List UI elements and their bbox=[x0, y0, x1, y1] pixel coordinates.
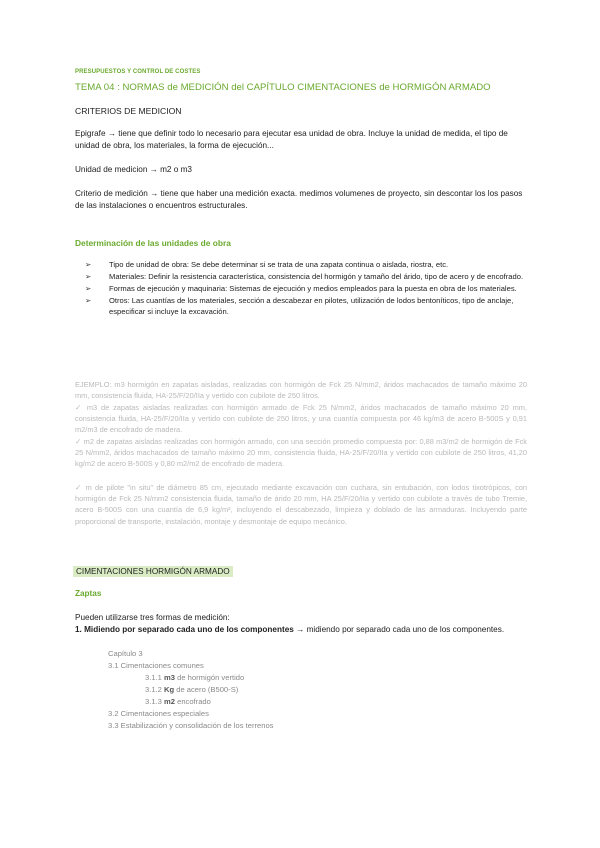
example-paragraph: ✓ m2 de zapatas aisladas realizadas con hormigón armado, con una sección promedio compuesta por: 0,88 m3/m2 de hormigón de Fck 25 N/mm2, áridos machacados de tamaño máximo 20 mm, consistencia fluida, HA-25/F/20/IIa y vertido con cubilote de 250 litros, 41,20 kg/m2 de acero B-500S y 0,80 m2/m2 de encofrado de madera. bbox=[75, 437, 527, 469]
toc-item: 3.1.1 m3 de hormigón vertido bbox=[145, 673, 245, 682]
toc-item: 3.1.2 Kg de acero (B500-S) bbox=[145, 685, 239, 694]
toc-item: 3.3 Estabilización y consolidación de los terrenos bbox=[108, 721, 274, 730]
cimentaciones-heading: CIMENTACIONES HORMIGÓN ARMADO bbox=[73, 566, 233, 577]
determinacion-list bbox=[85, 259, 525, 318]
criterios-heading: CRITERIOS DE MEDICION bbox=[75, 106, 182, 116]
arrow-bullet-icon: ➢ bbox=[85, 260, 92, 269]
epigrafe-paragraph: Epigrafe → tiene que definir todo lo necesario para ejecutar esa unidad de obra. Incluye la unidad de medida, el tipo de unidad de obra, los materiales, la forma de ejecución... bbox=[75, 129, 508, 150]
toc-item: 3.2 Cimentaciones especiales bbox=[108, 709, 209, 718]
toc-item: 3.1 Cimentaciones comunes bbox=[108, 661, 204, 670]
determinacion-heading: Determinación de las unidades de obra bbox=[75, 238, 231, 248]
page-title: TEMA 04 : NORMAS de MEDICIÓN del CAPÍTULO CIMENTACIONES de HORMIGÓN ARMADO bbox=[75, 82, 491, 93]
toc-chapter: Capítulo 3 bbox=[108, 649, 143, 658]
unidad-paragraph: Unidad de medicion → m2 o m3 bbox=[75, 165, 192, 174]
course-kicker: PRESUPUESTOS Y CONTROL DE COSTES bbox=[75, 69, 201, 75]
list-item: ➢ Tipo de unidad de obra: Se debe determinar si se trata de una zapata continua o aislada, riostra, etc. bbox=[85, 260, 449, 269]
example-paragraph: ✓ m de pilote "in situ" de diámetro 85 cm, ejecutado mediante excavación con cuchara, sin entubación, con lodos tixotrópicos, con hormigón de Fck 25 N/mm2 consistencia fluida, tamaño de árido 20 mm, HA 25/F/20/IIa y vertido con cubilote a través de tubo Tremie, acero B-500S con una cuantía de 6,9 kg/m², incluyendo el descabezado, limpieza y doblado de las armaduras. Incluyendo parte proporcional de transporte, instalación, montaje y desmontaje de equipo mecánico. bbox=[75, 483, 527, 526]
toc-item: 3.1.3 m2 encofrado bbox=[145, 697, 211, 706]
method-line: 1. Midiendo por separado cada uno de los componentes → midiendo por separado cada uno de los componentes. bbox=[75, 625, 505, 634]
arrow-bullet-icon: ➢ bbox=[85, 296, 92, 305]
example-paragraph: EJEMPLO: m3 hormigón en zapatas aisladas, realizadas con hormigón de Fck 25 N/mm2, áridos machacados de tamaño máximo 20 mm, consistencia fluida, HA-25/F/20/IIa y vertido con cubilote de 250 litros. bbox=[75, 380, 527, 401]
arrow-bullet-icon: ➢ bbox=[85, 272, 92, 281]
criterio-paragraph: Criterio de medición → tiene que haber una medición exacta. medimos volumenes de proyecto, sin descontar los los pasos de las instalaciones o encuentros estructurales. bbox=[75, 189, 523, 210]
zapatas-subheading: Zaptas bbox=[75, 589, 102, 598]
list-item: ➢ Otros: Las cuantías de los materiales, sección a descabezar en pilotes, utilización de lodos bentoníticos, tipo de anclaje, especificar si incluye la excavación. bbox=[85, 296, 514, 316]
list-item: ➢ Materiales: Definir la resistencia característica, consistencia del hormigón y tamaño del árido, tipo de acero y de encofrado. bbox=[85, 272, 524, 281]
example-paragraph: ✓ m3 de zapatas aisladas realizadas con hormigón armado de Fck 25 N/mm2, áridos machacados de tamaño máximo 20 mm, consistencia fluida, HA-25/F/20/IIa y vertido con cubilote de 250 litros, y una cuantía compuesta por 46 kg/m3 de acero B-500S y 0,91 m2/m3 de encofrado de madera. bbox=[75, 403, 527, 435]
list-item: ➢ Formas de ejecución y maquinaria: Sistemas de ejecución y medios empleados para la puesta en obra de los materiales. bbox=[85, 284, 517, 293]
intro-line: Pueden utilizarse tres formas de medición: bbox=[75, 613, 230, 622]
arrow-bullet-icon: ➢ bbox=[85, 284, 92, 293]
